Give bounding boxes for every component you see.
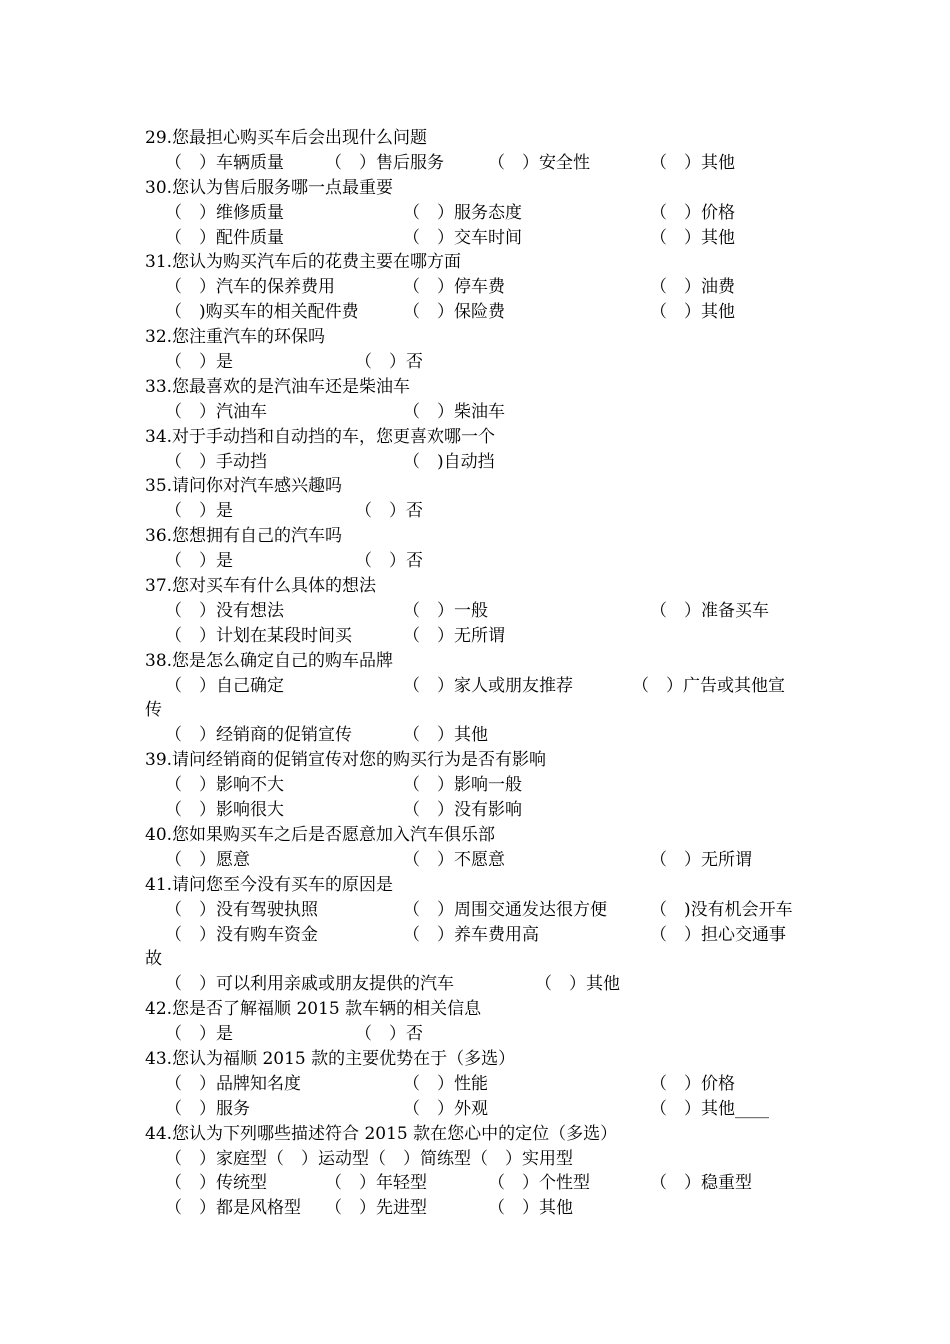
answer-option[interactable]: （ ）停车费 [403, 277, 505, 298]
answer-option[interactable]: （ ）计划在某段时间买 [165, 625, 352, 646]
answer-option[interactable]: （ ）稳重型 [650, 1173, 752, 1194]
option-row [145, 798, 825, 823]
question-title: 29.您最担心购买车后会出现什么问题 [145, 128, 428, 148]
answer-option[interactable]: （ ）其他 [650, 227, 735, 248]
answer-option[interactable]: （ ）是 [165, 551, 233, 572]
option-row [145, 1022, 825, 1047]
option-row [145, 549, 825, 574]
answer-option[interactable]: （ ）一般 [403, 600, 488, 621]
option-row [145, 275, 825, 300]
question-title: 34.对于手动挡和自动挡的车，您更喜欢哪一个 [145, 426, 496, 447]
answer-option[interactable]: （ )自动挡 [403, 451, 495, 472]
answer-option[interactable]: （ ）担心交通事 [650, 924, 786, 945]
answer-option[interactable]: （ ）价格 [650, 1073, 735, 1094]
answer-option[interactable]: （ ）配件质量 [165, 227, 284, 248]
option-row [145, 947, 825, 972]
answer-option[interactable]: （ ）柴油车 [403, 401, 505, 422]
answer-option[interactable]: （ ）售后服务 [325, 152, 444, 173]
answer-option[interactable]: （ ）外观 [403, 1098, 488, 1119]
answer-option[interactable]: （ ）其他 [403, 725, 488, 746]
answer-option[interactable]: （ ）影响不大 [165, 775, 284, 796]
answer-option[interactable]: （ ）广告或其他宣 [632, 675, 785, 696]
answer-option[interactable]: （ )没有机会开车 [650, 899, 793, 920]
answer-option[interactable]: （ ）周围交通发达很方便 [403, 899, 607, 920]
answer-option[interactable]: （ ）自己确定 [165, 675, 284, 696]
option-row [145, 698, 825, 723]
answer-option[interactable]: （ ）无所谓 [403, 625, 505, 646]
question-title: 30.您认为售后服务哪一点最重要 [145, 177, 394, 198]
answer-option[interactable]: （ ）维修质量 [165, 202, 284, 223]
answer-option[interactable]: （ ）汽车的保养费用 [165, 277, 335, 298]
question-title: 44.您认为下列哪些描述符合 2015 款在您心中的定位（多选） [145, 1123, 618, 1144]
answer-option[interactable]: （ ）保险费 [403, 302, 505, 323]
answer-option[interactable]: （ ）油费 [650, 277, 735, 298]
answer-option[interactable]: （ ）否 [355, 352, 423, 373]
answer-option[interactable]: （ ）汽油车 [165, 401, 267, 422]
option-row [145, 300, 825, 325]
option-row [145, 151, 825, 176]
answer-option[interactable]: （ ）都是风格型 [165, 1198, 301, 1219]
answer-option[interactable]: （ ）影响很大 [165, 800, 284, 821]
answer-option[interactable]: （ ）没有购车资金 [165, 924, 318, 945]
option-row [145, 773, 825, 798]
answer-option[interactable]: （ ）服务态度 [403, 202, 522, 223]
option-row [145, 599, 825, 624]
option-row [145, 674, 825, 699]
answer-option[interactable]: （ ）是 [165, 1024, 233, 1045]
question-title: 33.您最喜欢的是汽油车还是柴油车 [145, 376, 411, 397]
option-row [145, 201, 825, 226]
answer-option[interactable]: （ ）其他____ [650, 1098, 769, 1119]
option-row [145, 350, 825, 375]
question-title: 38.您是怎么确定自己的购车品牌 [145, 650, 394, 671]
question-title: 39.请问经销商的促销宣传对您的购买行为是否有影响 [145, 750, 547, 771]
answer-option[interactable]: （ ）其他 [535, 974, 620, 995]
answer-option[interactable]: （ ）否 [355, 1024, 423, 1045]
answer-option[interactable]: 传 [145, 700, 162, 721]
answer-option[interactable]: （ ）家人或朋友推荐 [403, 675, 573, 696]
answer-option[interactable]: （ ）交车时间 [403, 227, 522, 248]
option-row [145, 898, 825, 923]
answer-option[interactable]: （ )购买车的相关配件费 [165, 302, 359, 323]
question-title: 42.您是否了解福顺 2015 款车辆的相关信息 [145, 999, 482, 1020]
option-row [145, 1196, 825, 1221]
answer-option[interactable]: （ ）是 [165, 352, 233, 373]
question-title: 36.您想拥有自己的汽车吗 [145, 526, 343, 547]
question-title: 40.您如果购买车之后是否愿意加入汽车俱乐部 [145, 824, 496, 845]
question-title: 32.您注重汽车的环保吗 [145, 327, 326, 348]
answer-option[interactable]: （ ）不愿意 [403, 849, 505, 870]
answer-option[interactable]: （ ）影响一般 [403, 775, 522, 796]
answer-option[interactable]: （ ）经销商的促销宣传 [165, 725, 352, 746]
answer-option[interactable]: （ ）安全性 [488, 152, 590, 173]
option-row [145, 400, 825, 425]
answer-option[interactable]: （ ）传统型 [165, 1173, 267, 1194]
question-title: 35.请问你对汽车感兴趣吗 [145, 476, 343, 497]
answer-option[interactable]: （ ）无所谓 [650, 849, 752, 870]
answer-option[interactable]: （ ）价格 [650, 202, 735, 223]
answer-option[interactable]: （ ）否 [355, 501, 423, 522]
option-row [145, 499, 825, 524]
answer-option[interactable]: （ ）年轻型 [325, 1173, 427, 1194]
option-row [145, 1171, 825, 1196]
answer-option[interactable]: （ ）个性型 [488, 1173, 590, 1194]
answer-option[interactable]: （ ）是 [165, 501, 233, 522]
option-row [145, 923, 825, 948]
question-title: 31.您认为购买汽车后的花费主要在哪方面 [145, 252, 462, 273]
answer-option[interactable]: （ ）准备买车 [650, 600, 769, 621]
answer-option[interactable]: （ ）车辆质量 [165, 152, 284, 173]
option-row [145, 1147, 825, 1172]
answer-option[interactable]: （ ）手动挡 [165, 451, 267, 472]
question-title: 41.请问您至今没有买车的原因是 [145, 874, 394, 895]
answer-option[interactable]: （ ）先进型 [325, 1198, 427, 1219]
answer-option[interactable]: （ ）养车费用高 [403, 924, 539, 945]
option-row [145, 723, 825, 748]
question-title: 37.您对买车有什么具体的想法 [145, 576, 377, 597]
option-row [145, 972, 825, 997]
answer-option[interactable]: （ ）否 [355, 551, 423, 572]
answer-option[interactable]: （ ）家庭型（ ）运动型（ ）简练型（ ）实用型 [165, 1148, 573, 1169]
option-row [145, 226, 825, 251]
questionnaire [145, 126, 825, 1221]
answer-option[interactable]: （ ）可以利用亲戚或朋友提供的汽车 [165, 974, 454, 995]
option-row [145, 848, 825, 873]
option-row [145, 624, 825, 649]
answer-option[interactable]: （ ）其他 [488, 1198, 573, 1219]
answer-option[interactable]: （ ）没有驾驶执照 [165, 899, 318, 920]
answer-option[interactable]: （ ）性能 [403, 1073, 488, 1094]
option-row [145, 450, 825, 475]
answer-option[interactable]: （ ）没有想法 [165, 600, 284, 621]
option-row [145, 1097, 825, 1122]
answer-option[interactable]: 故 [145, 949, 162, 970]
answer-option[interactable]: （ ）其他 [650, 302, 735, 323]
answer-option[interactable]: （ ）品牌知名度 [165, 1073, 301, 1094]
answer-option[interactable]: （ ）愿意 [165, 849, 250, 870]
answer-option[interactable]: （ ）服务 [165, 1098, 250, 1119]
option-row [145, 1072, 825, 1097]
question-title: 43.您认为福顺 2015 款的主要优势在于（多选） [145, 1048, 516, 1069]
answer-option[interactable]: （ ）其他 [650, 152, 735, 173]
answer-option[interactable]: （ ）没有影响 [403, 800, 522, 821]
